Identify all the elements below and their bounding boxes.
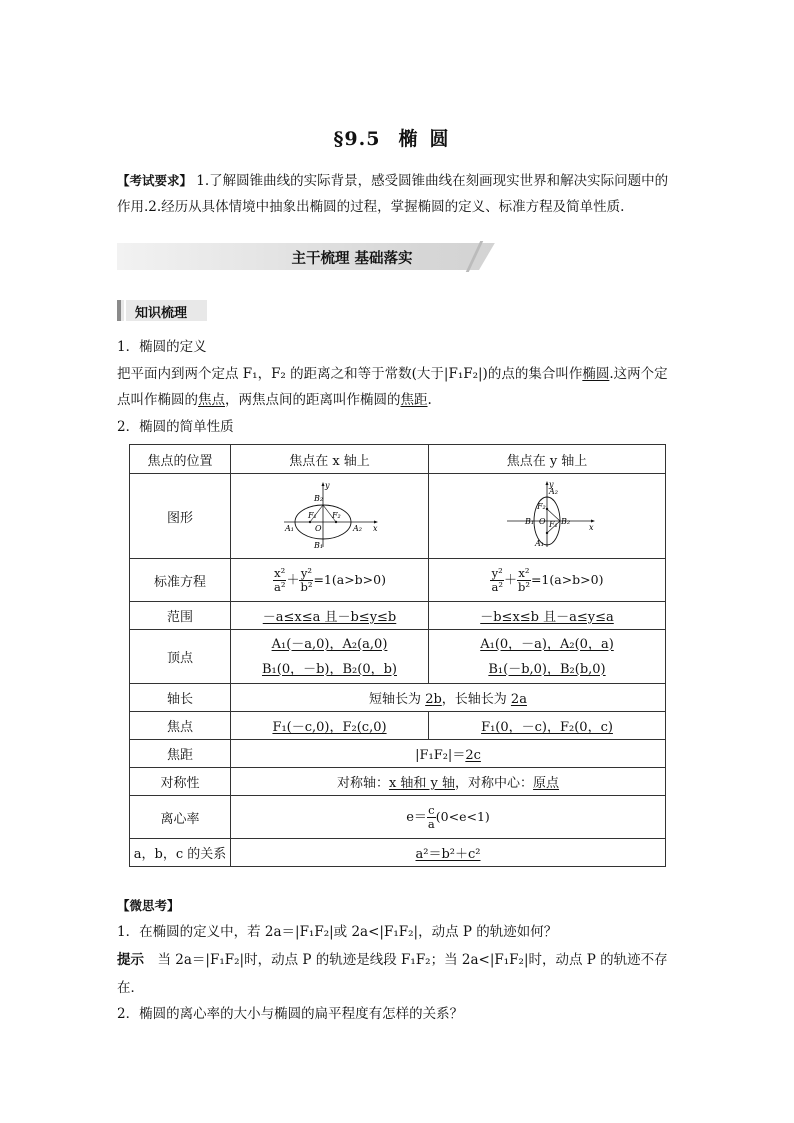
prop-heading: 2．椭圆的简单性质 xyxy=(117,419,234,435)
section-banner xyxy=(117,243,677,270)
svg-text:A₁: A₁ xyxy=(535,539,544,548)
knowledge-tag-label: 知识梳理 xyxy=(135,306,188,321)
row-label: 顶点 xyxy=(130,630,231,684)
header-cell: 焦点的位置 xyxy=(130,445,231,474)
focal-distance: |F₁F₂|＝2c xyxy=(231,740,666,768)
header-cell: 焦点在 x 轴上 xyxy=(231,445,429,474)
svg-text:O: O xyxy=(314,524,322,533)
equation-y: $\frac{\text{y²}}{\text{a²}}$ ＋ $\frac{\text{x²}}{\text{b²}}$ =1(a>b>0) xyxy=(429,559,666,602)
equation-x: $\frac{\text{x²}}{\text{a²}}$ ＋ $\frac{\text{y²}}{\text{b²}}$ =1(a>b>0) xyxy=(231,559,429,602)
ellipse-y-diagram xyxy=(497,479,597,549)
def-text: 把平面内到两个定点 F₁，F₂ 的距离之和等于常数(大于|F₁F₂|)的点的集合叫作椭圆.这两个定点叫作椭圆的焦点，两焦点间的距离叫作椭圆的焦距. xyxy=(117,366,668,408)
axis-length: 短轴长为 2b，长轴长为 2a xyxy=(231,684,666,712)
eccentricity: e＝ $\frac{c}{a}$ (0<e<1) xyxy=(231,796,666,839)
section-topic: 椭圆 xyxy=(398,128,461,150)
hint-label: 提示 xyxy=(117,952,144,968)
think-tag: 【微思考】 xyxy=(117,898,180,913)
table-row xyxy=(130,740,666,768)
table-row xyxy=(130,768,666,796)
row-label: 轴长 xyxy=(130,684,231,712)
svg-text:B₂: B₂ xyxy=(561,517,571,526)
requirements-text: 1.了解圆锥曲线的实际背景，感受圆锥曲线在刻画现实世界和解决实际问题中的作用.2.经历从具体情境中抽象出椭圆的过程，掌握椭圆的定义、标准方程及简单性质. xyxy=(117,173,669,215)
range-y: －b≤x≤b 且－a≤y≤a xyxy=(429,602,666,630)
row-label: 范围 xyxy=(130,602,231,630)
requirements-tag: 【考试要求】 xyxy=(117,173,193,188)
row-label: 标准方程 xyxy=(130,559,231,602)
svg-text:A₁: A₁ xyxy=(284,524,294,533)
term-focal-distance: 焦距 xyxy=(400,392,428,408)
header-cell: 焦点在 y 轴上 xyxy=(429,445,666,474)
svg-text:A₂: A₂ xyxy=(352,524,362,533)
svg-text:F₂: F₂ xyxy=(537,502,546,511)
vertex-x: A₁(－a,0)，A₂(a,0) B₁(0，－b)，B₂(0，b) xyxy=(231,630,429,684)
ellipse-x-diagram xyxy=(280,479,380,549)
figure-x-focus xyxy=(231,474,429,559)
table-row xyxy=(130,684,666,712)
def-heading: 1．椭圆的定义 xyxy=(117,339,207,355)
row-label: 焦距 xyxy=(130,740,231,768)
svg-text:F₂: F₂ xyxy=(331,511,341,520)
svg-text:B₁: B₁ xyxy=(313,541,323,549)
ellipse-properties-table xyxy=(129,444,666,867)
row-label: 离心率 xyxy=(130,796,231,839)
range-x: －a≤x≤a 且－b≤y≤b xyxy=(231,602,429,630)
table-header-row xyxy=(130,445,666,474)
table-row xyxy=(130,602,666,630)
svg-text:x: x xyxy=(372,524,378,533)
focus-x: F₁(－c,0)，F₂(c,0) xyxy=(231,712,429,740)
svg-text:y: y xyxy=(549,480,554,489)
table-row xyxy=(130,559,666,602)
figure-y-focus xyxy=(429,474,666,559)
svg-text:B₂: B₂ xyxy=(313,494,323,503)
term-ellipse: 椭圆 xyxy=(582,366,610,382)
svg-text:x: x xyxy=(589,523,594,532)
svg-text:A₂: A₂ xyxy=(549,487,558,496)
vertex-y: A₁(0，－a)，A₂(0，a) B₁(－b,0)，B₂(b,0) xyxy=(429,630,666,684)
row-label: 焦点 xyxy=(130,712,231,740)
page-title xyxy=(0,124,794,151)
think-question-2: 2．椭圆的离心率的大小与椭圆的扁平程度有怎样的关系？ xyxy=(117,1006,464,1022)
focus-y: F₁(0，－c)，F₂(0，c) xyxy=(429,712,666,740)
abc-relation: a²＝b²＋c² xyxy=(231,839,666,867)
table-row xyxy=(130,839,666,867)
banner-label: 主干梳理 基础落实 xyxy=(291,251,413,267)
table-row xyxy=(130,630,666,684)
think-hint: 提示 当 2a＝|F₁F₂|时，动点 P 的轨迹是线段 F₁F₂；当 2a<|F₁F₂|时，动点 P 的轨迹不存在． xyxy=(117,952,668,996)
svg-text:y: y xyxy=(324,481,330,490)
think-question-1: 1．在椭圆的定义中，若 2a＝|F₁F₂|或 2a<|F₁F₂|，动点 P 的轨迹如何？ xyxy=(117,924,558,940)
table-row xyxy=(130,474,666,559)
table-row xyxy=(130,712,666,740)
row-label: 对称性 xyxy=(130,768,231,796)
svg-text:B₁: B₁ xyxy=(525,517,535,526)
section-number: §9.5 xyxy=(333,128,381,150)
symmetry: 对称轴：x 轴和 y 轴，对称中心：原点 xyxy=(231,768,666,796)
svg-text:O: O xyxy=(539,517,546,526)
row-label: 图形 xyxy=(130,474,231,559)
table-row xyxy=(130,796,666,839)
svg-text:F₁: F₁ xyxy=(549,520,558,529)
term-focus: 焦点 xyxy=(198,392,225,408)
knowledge-tag xyxy=(117,300,207,321)
exam-requirements xyxy=(117,168,679,220)
svg-text:F₁: F₁ xyxy=(307,511,317,520)
row-label: a，b，c 的关系 xyxy=(130,839,231,867)
